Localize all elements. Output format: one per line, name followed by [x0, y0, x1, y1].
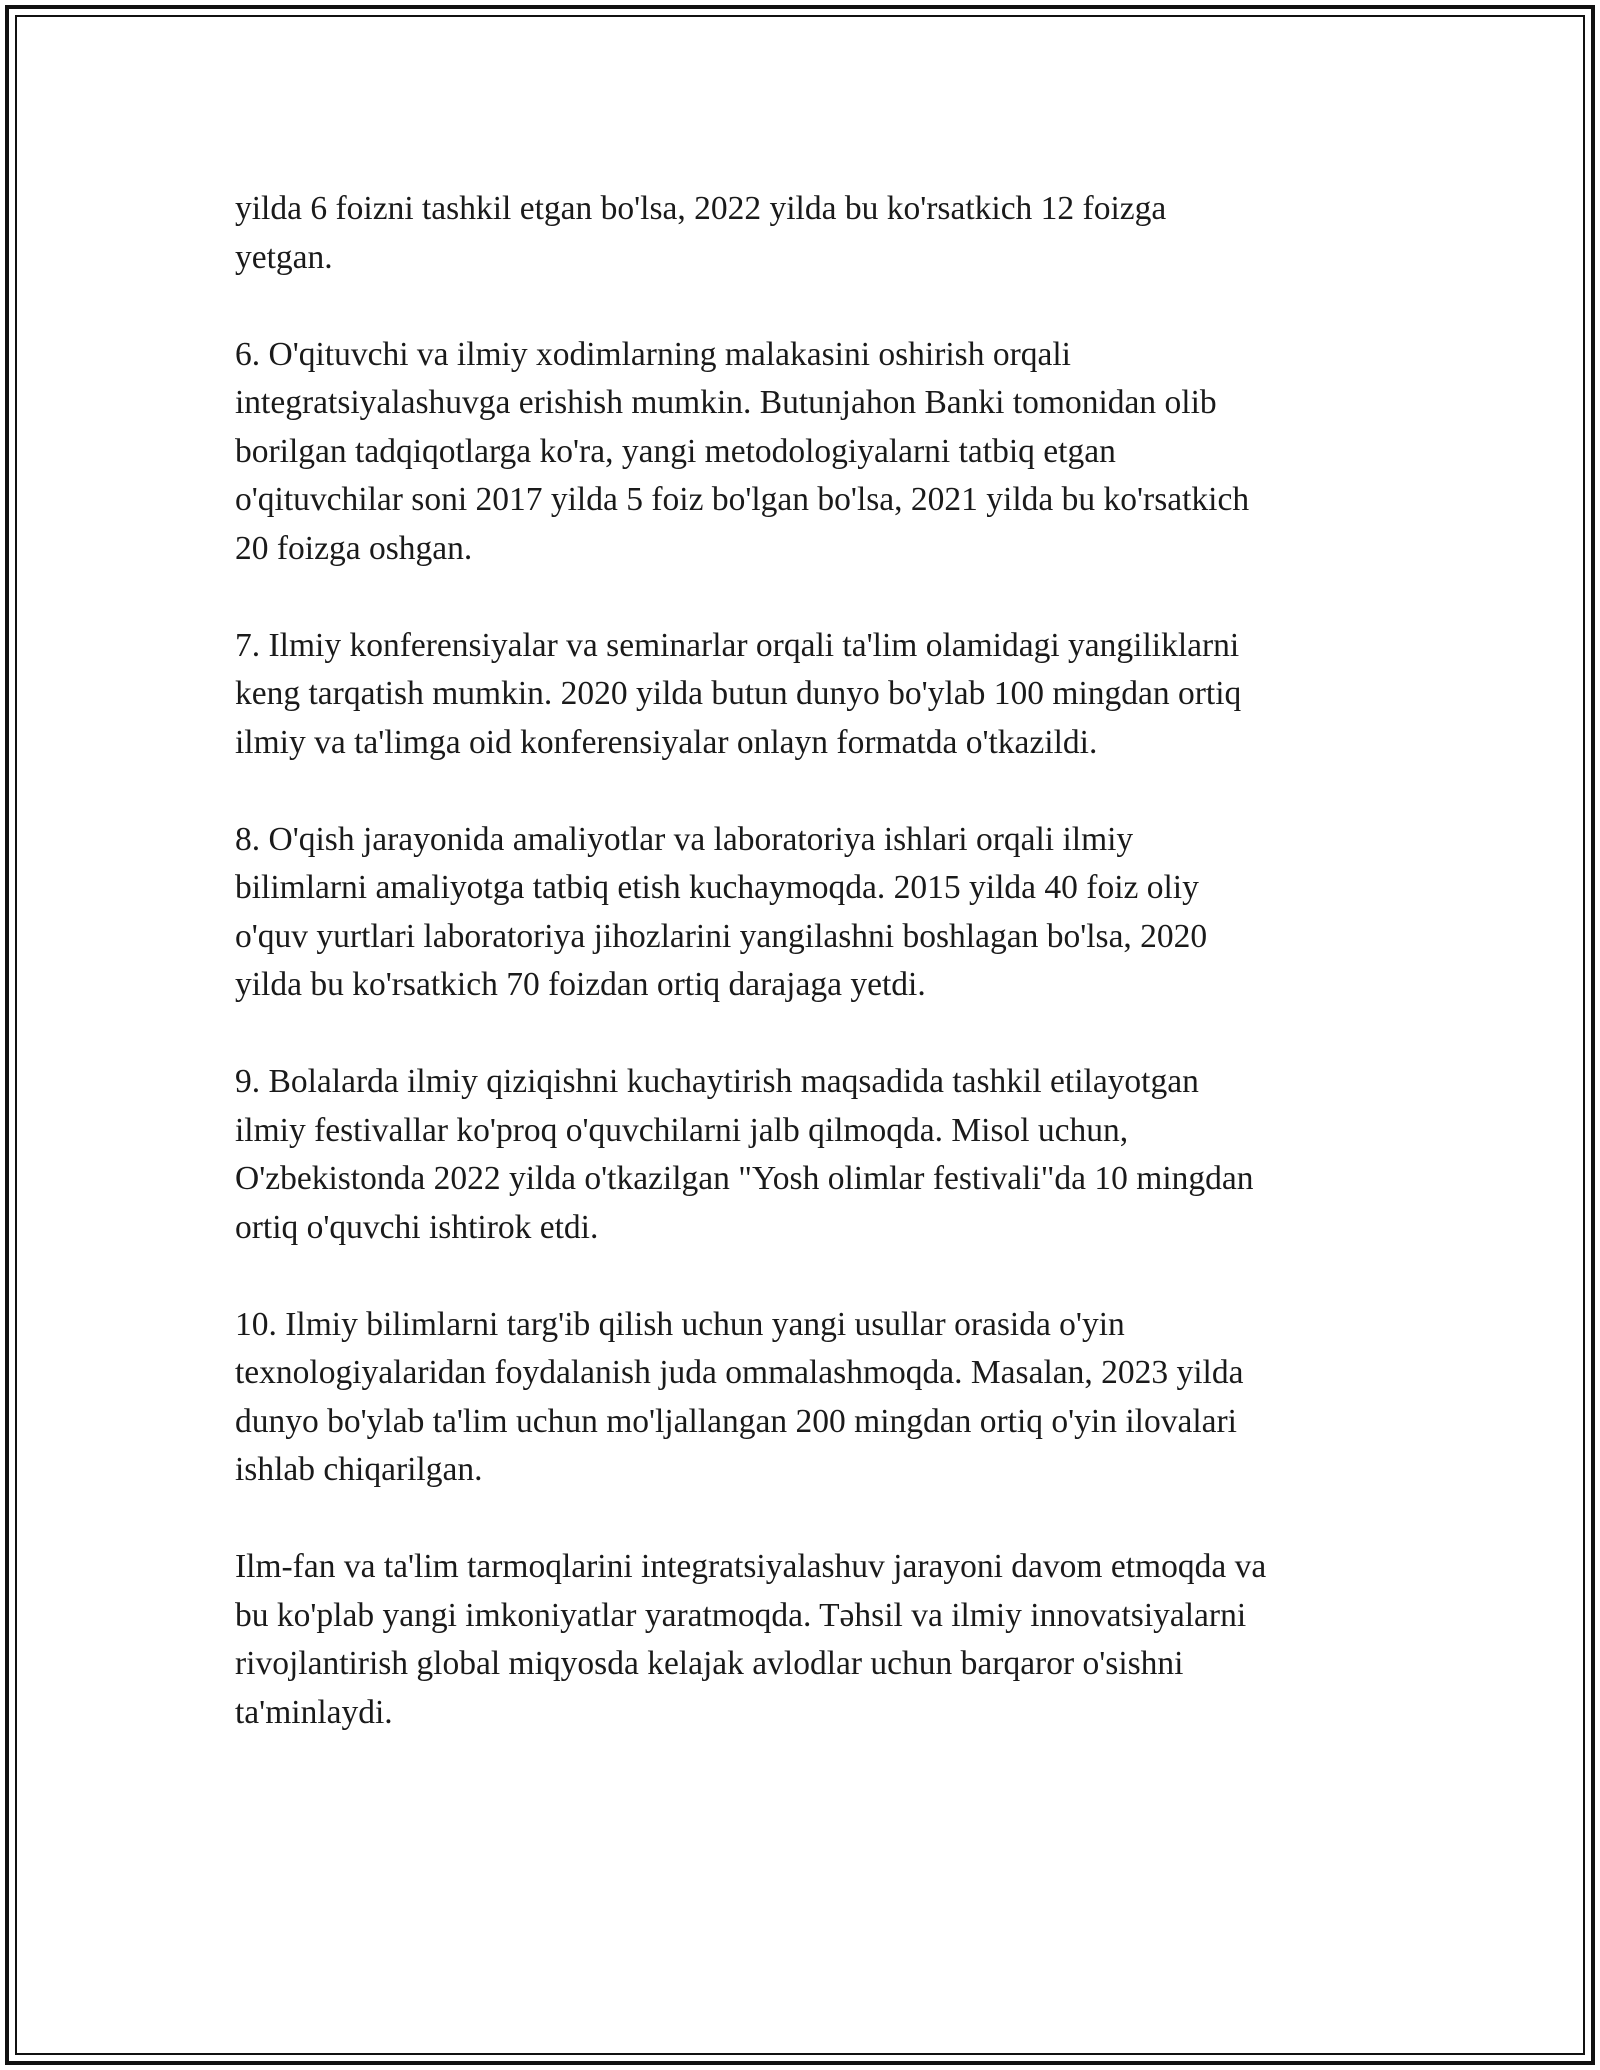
paragraph-item-8: 8. O'qish jarayonida amaliyotlar va laboratoriya ishlari orqali ilmiy bilimlarni amaliyotga tatbiq etish kuchaymoqda. 2015 yilda 40 foiz oliy o'quv yurtlari laboratoriya jihozlarini yangilashni boshlagan bo'lsa, 2020 yilda bu ko'rsatkich 70 foizdan ortiq darajaga yetdi. [235, 820, 1208, 1003]
paragraph-item-9: 9. Bolalarda ilmiy qiziqishni kuchaytirish maqsadida tashkil etilayotgan ilmiy festivallar ko'proq o'quvchilarni jalb qilmoqda. Misol uchun, O'zbekistonda 2022 yilda o'tkazilgan "Yosh olimlar festivali"da 10 mingdan ortiq o'quvchi ishtirok etdi. [235, 1063, 1254, 1246]
paragraph-item-7: 7. Ilmiy konferensiyalar va seminarlar orqali ta'lim olamidagi yangiliklarni keng tarqatish mumkin. 2020 yilda butun dunyo bo'ylab 100 mingdan ortiq ilmiy va ta'limga oid konferensiyalar onlayn formatda o'tkazildi. [235, 626, 1242, 761]
document-body [235, 185, 1385, 1786]
paragraph-item-10: 10. Ilmiy bilimlarni targ'ib qilish uchun yangi usullar orasida o'yin texnologiyalaridan foydalanish juda ommalashmoqda. Masalan, 2023 yilda dunyo bo'ylab ta'lim uchun mo'ljallangan 200 mingdan ortiq o'yin ilovalari ishlab chiqarilgan. [235, 1305, 1244, 1488]
paragraph-continuation: yilda 6 foizni tashkil etgan bo'lsa, 2022 yilda bu ko'rsatkich 12 foizga yetgan. [235, 190, 1167, 276]
paragraph-conclusion: Ilm-fan va ta'lim tarmoqlarini integratsiyalashuv jarayoni davom etmoqda va bu ko'plab yangi imkoniyatlar yaratmoqda. Təhsil va ilmiy innovatsiyalarni rivojlantirish global miqyosda kelajak avlodlar uchun barqaror o'sishni ta'minlaydi. [235, 1548, 1267, 1731]
paragraph-item-6: 6. O'qituvchi va ilmiy xodimlarning malakasini oshirish orqali integratsiyalashuvga erishish mumkin. Butunjahon Banki tomonidan olib borilgan tadqiqotlarga ko'ra, yangi metodologiyalarni tatbiq etgan o'qituvchilar soni 2017 yilda 5 foiz bo'lgan bo'lsa, 2021 yilda bu ko'rsatkich 20 foizga oshgan. [235, 335, 1250, 567]
